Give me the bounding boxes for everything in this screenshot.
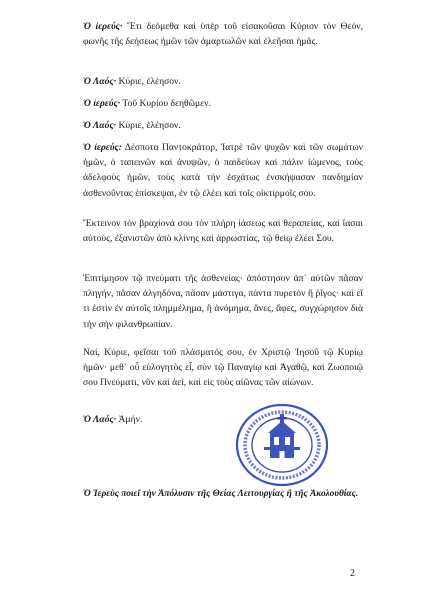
- paragraph-prayer-continued: [83, 216, 363, 246]
- page-number: 2: [350, 568, 355, 579]
- paragraph-people-response: [83, 74, 363, 89]
- speaker-label: Ὁ ἱερεύς·: [83, 21, 123, 32]
- paragraph-text: Τοῦ Κυρίου δεηθῶμεν.: [120, 98, 211, 109]
- paragraph-people-response: [83, 118, 363, 133]
- paragraph-text: Δέσποτα Παντοκράτορ, Ἰατρὲ τῶν ψυχῶν καὶ τῶν σωμάτων ἡμῶν, ὁ ταπεινῶν καὶ ἀνυψῶν, ὁ παιδεύων καὶ πάλιν ἰώμενος, τοὺς ἀδελφοὺς ἡμῶν, τοὺς κατὰ τὴν ἐσχάτως ἐνσκήψασαν πανδημίαν ἀσθενοῦντας ἐπίσκεψαι, ἐν τῷ ἐλέει καὶ τοῖς οἰκτιρμοῖς σου.: [83, 142, 363, 199]
- paragraph-text: Κύριε, ἐλέησον.: [116, 76, 181, 87]
- closing-rubric: Ὁ Ἱερεὺς ποιεῖ τὴν Ἀπόλυσιν τῆς Θείας Λειτουργίας ἢ τῆς Ἀκολουθίας.: [83, 489, 359, 499]
- speaker-label: Ὁ Λαός·: [83, 76, 117, 87]
- paragraph-doxology: [83, 345, 363, 391]
- paragraph-text: Ἔκτεινον τὸν βραχίονά σου τὸν πλήρη ἰάσεως καὶ θεραπείας, καὶ ἴασαι αὐτούς, ἐξανιστῶν ἀπὸ κλίνης καὶ ἀρρωστίας, τῷ θείῳ ἐλέει Σου.: [83, 218, 363, 245]
- speaker-label: Ὁ Λαός·: [83, 120, 117, 131]
- speaker-label: Ὁ Λαός·: [83, 414, 117, 425]
- paragraph-priest-call: [83, 96, 363, 111]
- speaker-label: Ὁ ἱερεύς·: [83, 98, 121, 109]
- paragraph-text: Ἔτι δεόμεθα καὶ ὑπὲρ τοῦ εἰσακοῦσαι Κύριον τὸν Θεόν, φωνῆς τῆς δεήσεως ἡμῶν τῶν ἁμαρτωλῶν καὶ ἐλεῆσαι ἡμᾶς.: [83, 21, 363, 48]
- paragraph-text: Ναί, Κύριε, φεῖσαι τοῦ πλάσματός σου, ἐν Χριστῷ Ἰησοῦ τῷ Κυρίῳ ἡμῶν· μεθ᾽ οὗ εὐλογητὸς εἶ, σὺν τῷ Παναγίῳ καὶ Ἀγαθῷ, καὶ Ζωοποιῷ σου Πνεύματι, νῦν καὶ ἀεί, καὶ εἰς τοὺς αἰῶνας τῶν αἰώνων.: [83, 347, 363, 389]
- paragraph-prayer-continued: [83, 271, 363, 332]
- paragraph-text: Ἀμήν.: [116, 414, 143, 425]
- paragraph-priest-prayer: [83, 140, 363, 201]
- church-seal-stamp: [234, 402, 330, 488]
- paragraph-text: Ἐπιτίμησον τῷ πνεύματι τῆς ἀσθενείας· ἀπόστησον ἀπ᾽ αὐτῶν πᾶσαν πληγήν, πᾶσαν ἀλγηδόνα, πᾶσαν μάστιγα, πάντα πυρετὸν ἢ ῥῖγος· καὶ εἴ τι ἐστὶν ἐν αὐτοῖς πλημμέλημα, ἢ ἀνόμημα, ἄνες, ἄφες, συγχώρησον διὰ τὴν σὴν φιλανθρωπίαν.: [83, 273, 363, 330]
- paragraph-text: Κύριε, ἐλέησον.: [116, 120, 181, 131]
- speaker-label: Ὁ ἱερεύς:: [83, 142, 122, 153]
- paragraph-priest-petition: [83, 19, 363, 49]
